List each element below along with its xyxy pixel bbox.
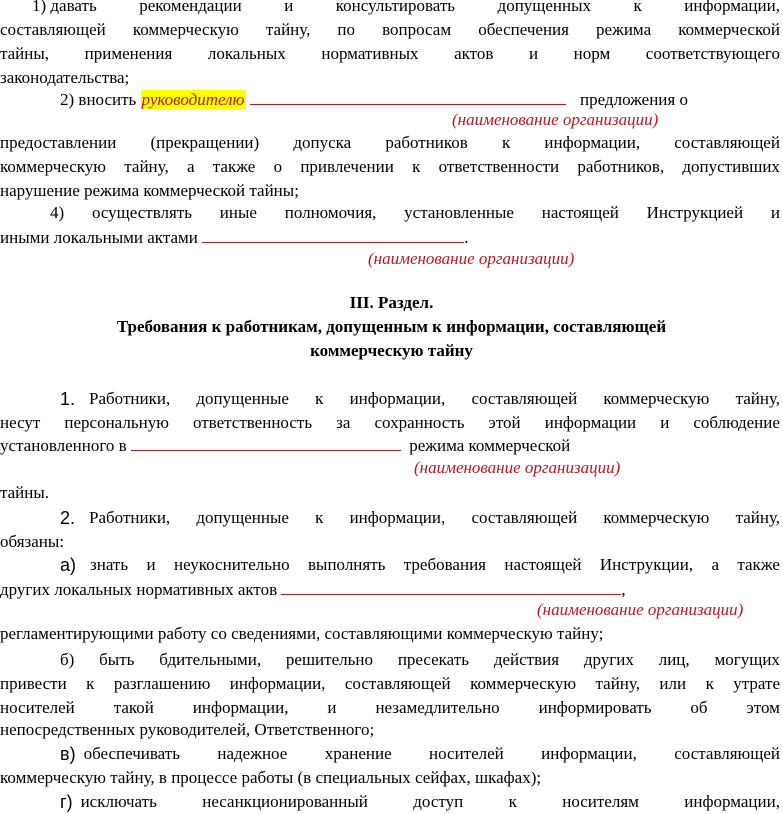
word: этом: [746, 698, 780, 717]
text-span: установленного в: [0, 436, 127, 455]
word: информации,: [684, 792, 780, 811]
word: предоставлении: [0, 133, 117, 152]
text-span: других локальных нормативных актов: [0, 580, 278, 599]
word: актов: [454, 44, 494, 63]
word: требования: [403, 555, 486, 574]
word: коммерческой: [678, 20, 780, 39]
word: утрате: [733, 674, 780, 693]
word: информации: [544, 413, 637, 432]
word: обеспечивать: [83, 744, 180, 763]
word: надежное: [217, 744, 288, 763]
text-line: [0, 553, 780, 577]
word: к: [508, 792, 517, 811]
text-span: [84, 742, 780, 766]
text-line: [0, 696, 780, 720]
text-line: [0, 718, 780, 742]
word: составляющей: [674, 133, 780, 152]
word: тайну,: [124, 157, 169, 176]
word: такой: [113, 698, 154, 717]
item-letter: а): [60, 555, 77, 575]
word: консультировать: [335, 0, 456, 15]
word: информации,: [684, 0, 780, 15]
word: знать: [90, 555, 129, 574]
word: пресекать: [397, 650, 469, 669]
word: составляющей: [471, 389, 578, 408]
word: носителей: [429, 744, 504, 763]
word: также: [212, 157, 256, 176]
word: составляющей: [344, 674, 451, 693]
fill-in-blank[interactable]: [250, 87, 566, 105]
word: полномочия,: [284, 203, 377, 222]
word: настоящей: [541, 203, 619, 222]
word: персональную: [64, 413, 169, 432]
word: работников: [385, 133, 468, 152]
text-span: [89, 506, 780, 530]
word: допущенные: [196, 508, 289, 527]
word: информации,: [192, 698, 289, 717]
word: к: [86, 674, 95, 693]
text-line: [0, 672, 780, 696]
text-line: [0, 790, 780, 814]
word: к: [633, 0, 642, 15]
word: к: [412, 157, 421, 176]
text-line: [0, 530, 780, 554]
text-line: [0, 0, 780, 18]
word: сохранность: [374, 413, 465, 432]
word: Инструкцией: [646, 203, 744, 222]
word: локальных: [207, 44, 286, 63]
text-span: регламентирующими работу со сведениями, составляющими коммерческую тайну;: [0, 624, 604, 643]
word: применения: [84, 44, 173, 63]
text-span: нарушение режима коммерческой тайны;: [0, 181, 299, 200]
section-number: III. Раздел.: [349, 293, 434, 312]
word: допустивших: [682, 157, 780, 176]
word: к: [501, 133, 511, 152]
word: незамедлительно: [375, 698, 500, 717]
text-line: [0, 179, 780, 203]
word: выполнять: [308, 555, 386, 574]
word: информации,: [544, 133, 641, 152]
word: Работники,: [89, 508, 171, 527]
word: коммерческую: [470, 674, 577, 693]
word: к: [315, 508, 324, 527]
word: информации,: [349, 508, 446, 527]
word: бдительными,: [159, 650, 262, 669]
word: или: [659, 674, 687, 693]
word: соответствующего: [645, 44, 780, 63]
word: 1) давать: [32, 0, 97, 15]
word: допущенных: [497, 0, 592, 15]
text-span: режима коммерческой: [409, 436, 571, 455]
word: ответственности: [438, 157, 560, 176]
word: допущенные: [196, 389, 289, 408]
text-span: предложения о: [580, 90, 688, 109]
word: б): [60, 650, 75, 669]
text-span: непосредственных руководителей, Ответственного;: [0, 720, 375, 739]
text-line: [0, 648, 780, 672]
word: могущих: [714, 650, 780, 669]
item-number: 2.: [60, 508, 76, 528]
text-line: [0, 577, 780, 601]
text-span: [81, 790, 780, 814]
word: тайны,: [0, 44, 50, 63]
word: к: [315, 389, 324, 408]
text-line: [0, 155, 780, 179]
text-line: [0, 766, 780, 790]
blank-hint: (наименование организации): [537, 600, 744, 619]
word: быть: [99, 650, 135, 669]
word: рекомендации: [139, 0, 242, 15]
text-line: [0, 225, 780, 249]
word: разглашению: [113, 674, 211, 693]
section-title-cont: коммерческую тайну: [310, 341, 473, 360]
word: этой: [488, 413, 521, 432]
highlighted-word: руководителю: [141, 90, 245, 109]
word: информации,: [541, 744, 637, 763]
word: тайну,: [735, 508, 780, 527]
blank-hint: (наименование организации): [414, 458, 621, 477]
word: и: [327, 698, 337, 717]
text-line: [0, 201, 780, 225]
word: тайну,: [735, 389, 780, 408]
text-line: [0, 622, 780, 646]
text-span: [90, 553, 780, 577]
word: вопросам: [382, 20, 452, 39]
word: об: [690, 698, 708, 717]
word: по: [337, 20, 356, 39]
word: нормативных: [321, 44, 419, 63]
word: и: [770, 203, 780, 222]
word: соблюдение: [693, 413, 780, 432]
word: за: [336, 413, 351, 432]
word: исключать: [80, 792, 157, 811]
word: составляющей: [674, 744, 780, 763]
text-span: обязаны:: [0, 532, 65, 551]
word: к: [705, 674, 714, 693]
text-span: законодательства;: [0, 68, 130, 87]
word: и: [660, 413, 670, 432]
word: настоящей: [504, 555, 582, 574]
word: несанкционированный: [202, 792, 368, 811]
text-span: иными локальными актами: [0, 228, 198, 247]
word: носителей: [0, 698, 75, 717]
word: несут: [0, 413, 41, 432]
word: хранение: [324, 744, 392, 763]
text-line: [0, 411, 780, 435]
word: допуска: [293, 133, 352, 152]
text-line: [0, 42, 780, 66]
word: действия: [493, 650, 560, 669]
item-letter: в): [60, 744, 76, 764]
word: неукоснительно: [174, 555, 290, 574]
word: осуществлять: [91, 203, 193, 222]
item-letter: г): [60, 792, 73, 812]
text-line: [0, 481, 780, 505]
word: решительно: [285, 650, 373, 669]
word: носителям: [562, 792, 639, 811]
word: тайну,: [265, 20, 311, 39]
word: коммерческую: [603, 389, 710, 408]
word: (прекращении): [150, 133, 260, 152]
text-line: [0, 87, 780, 111]
word: других: [583, 650, 634, 669]
text-span: .: [464, 228, 469, 247]
text-line: [0, 506, 780, 530]
text-line: [0, 742, 780, 766]
word: также: [737, 555, 780, 574]
word: установленные: [404, 203, 514, 222]
word: и: [146, 555, 156, 574]
word: информировать: [538, 698, 652, 717]
text-span: коммерческую тайну, в процессе работы (в специальных сейфах, шкафах);: [0, 768, 542, 787]
word: и: [528, 44, 539, 63]
fill-in-blank[interactable]: [202, 225, 464, 243]
word: привлечении: [300, 157, 394, 176]
word: составляющей: [471, 508, 578, 527]
text-line: [0, 433, 780, 457]
word: тайну,: [595, 674, 640, 693]
blank-hint: (наименование организации): [368, 249, 575, 268]
text-span: 2) вносить: [60, 90, 137, 109]
word: информации,: [229, 674, 326, 693]
word: норм: [573, 44, 611, 63]
text-line: [0, 131, 780, 155]
section-title: Требования к работникам, допущенным к информации, составляющей: [116, 317, 667, 336]
text-span: ,: [621, 580, 626, 599]
word: коммерческую: [0, 157, 106, 176]
word: режима: [596, 20, 652, 39]
word: составляющей: [0, 20, 106, 39]
text-span: тайны.: [0, 483, 50, 502]
word: а: [186, 157, 195, 176]
fill-in-blank[interactable]: [131, 433, 401, 451]
word: привести: [0, 674, 67, 693]
fill-in-blank[interactable]: [281, 577, 621, 595]
word: иные: [219, 203, 257, 222]
text-line: [0, 387, 780, 411]
word: и: [284, 0, 294, 15]
blank-hint: (наименование организации): [452, 110, 659, 129]
word: Инструкции,: [599, 555, 694, 574]
word: коммерческую: [132, 20, 239, 39]
text-span: [89, 387, 780, 411]
item-number: 1.: [60, 389, 76, 409]
word: Работники,: [89, 389, 171, 408]
word: о: [273, 157, 283, 176]
word: обеспечения: [478, 20, 569, 39]
word: доступ: [413, 792, 464, 811]
word: а: [711, 555, 719, 574]
word: работников,: [577, 157, 665, 176]
word: ответственность: [192, 413, 313, 432]
word: информации,: [349, 389, 446, 408]
word: коммерческую: [603, 508, 710, 527]
text-line: [0, 18, 780, 42]
word: 4): [50, 203, 65, 222]
word: лиц,: [658, 650, 690, 669]
